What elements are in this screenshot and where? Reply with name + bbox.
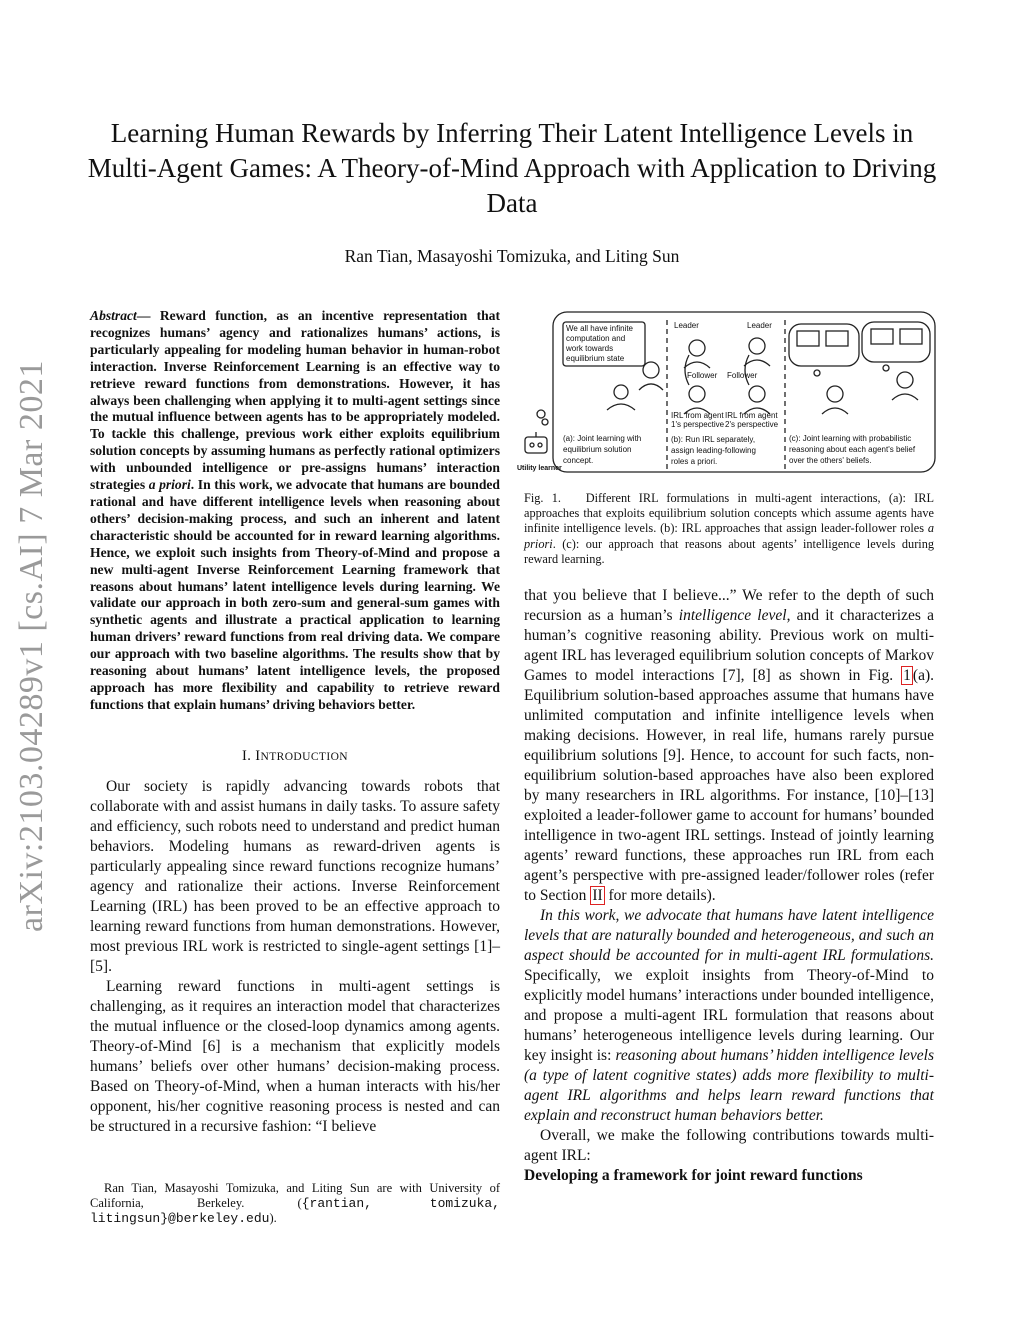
section-initial: I — [255, 748, 261, 764]
panel-a-text-2: computation and — [566, 334, 626, 343]
person-icon — [684, 386, 710, 414]
caption-text-1: Different IRL formulations in multi-agent interactions, (a): IRL approaches that exploits equilibrium solution concepts which assume agents have infinite intelligence levels. (b): IRL approaches that assign leader-follower roles — [524, 491, 934, 536]
footnote-end: ). — [269, 1211, 277, 1225]
section-ref-link[interactable]: II — [592, 887, 603, 904]
arxiv-identifier: arXiv:2103.04289v1 [cs.AI] 7 Mar 2021 — [13, 360, 50, 932]
abstract-text-1: — Reward function, as an incentive representation that recognizes humans’ agency and rationalizes humans’ actions, is particularly appealing for modeling human behavior in human-robot interaction. Inverse Reinforcement Learning is an effective way to retrieve reward functions from demonstrations. However, it has always been challenging when applying it to multi-agent settings since the mutual influence between agents has to be appropriately modeled. To tackle this challenge, previous work either exploits equilibrium solution concepts by assuming humans as perfectly rational optimizers with unbounded intelligence or pre-assigns humans’ interaction strategies — [90, 308, 500, 493]
panel-a-text-3: work towards — [566, 344, 614, 353]
panel-c-caption-1: (c): Joint learning with probabilistic — [789, 434, 912, 443]
rp1-text-3: (a). Equilibrium solution-based approaches assume that humans have unlimited computation and infinite intelligence levels when making decisions. However, in real life, humans rarely pursue equilibrium solutions [9]. Hence, to account for such facts, non-equilibrium solution-based approaches have also been explored by many researchers in IRL algorithms. For instance, [10]–[13] exploited a leader-follower game to account for humans’ bounded intelligence in two-agent IRL settings. Instead of jointly learning agents’ reward functions, these approaches run IRL from each agent’s perspective with pre-assigned leader/follower roles (refer to Section — [524, 667, 934, 904]
figure-1-caption — [524, 491, 934, 567]
arrow-icon — [685, 355, 689, 385]
robot-icon — [525, 410, 548, 453]
irl-agent2-line1: IRL from agent — [725, 411, 778, 420]
rp2-em-2: reasoning about humans’ hidden intelligence levels (a type of latent cognitive states) adds more flexibility to multi-agent IRL algorithms and helps learn reward functions that explain and reconstruct human behaviors better. — [524, 1047, 934, 1124]
section-rest: NTRODUCTION — [260, 751, 348, 763]
right-paragraph-3: Overall, we make the following contributions towards multi-agent IRL: — [524, 1127, 934, 1164]
leader-label-1: Leader — [674, 321, 699, 330]
abstract-italic: a priori — [148, 477, 191, 493]
rp2-em-1: In this work, we advocate that humans have latent intelligence levels that are naturally bounded and heterogeneous, and such an aspect should be accounted for in multi-agent IRL formulations. — [524, 907, 934, 964]
thought-box-1 — [797, 331, 819, 346]
figure-1-illustration — [517, 310, 937, 475]
thought-box-3 — [871, 329, 893, 344]
irl-agent1-line2: 1's perspective — [671, 420, 725, 429]
arrow-icon — [745, 355, 749, 385]
right-paragraph-1 — [524, 586, 934, 906]
affiliation-footnote — [90, 1181, 500, 1226]
panel-a-text-1: We all have infinite — [566, 324, 633, 333]
rp1-text-4: for more details). — [604, 887, 716, 904]
utility-learner-label: Utility learner — [517, 465, 562, 472]
panel-c-caption-2: reasoning about each agent's belief — [789, 445, 916, 454]
panel-b-caption-3: roles a priori. — [671, 457, 718, 466]
leader-label-2: Leader — [747, 321, 772, 330]
panel-a-caption-3: concept. — [563, 456, 594, 465]
person-icon — [892, 372, 918, 400]
caption-text-2: . (c): our approach that reasons about agents’ intelligence levels during reward learning. — [524, 536, 934, 566]
rp1-text-1: that you believe that I believe...” We refer to the depth of such recursion as a human’s — [524, 587, 934, 624]
rp2-text-1: Specifically, we exploit insights from Theory-of-Mind to explicitly model humans’ interactions under bounded intelligence, and propose a multi-agent IRL formulation that reasons about humans’ heterogeneous intelligence levels during learning. Our key insight is: — [524, 967, 934, 1064]
panel-c-caption-3: over the others' beliefs. — [789, 456, 872, 465]
irl-agent1-line1: IRL from agent — [671, 411, 724, 420]
person-icon — [744, 338, 770, 366]
right-body — [524, 586, 934, 1186]
figure-1 — [517, 310, 937, 475]
thought-dot — [883, 365, 889, 371]
contribution-heading: Developing a framework for joint reward functions — [524, 1167, 863, 1184]
person-icon — [822, 386, 848, 414]
intro-paragraph-2: Learning reward functions in multi-agent settings is challenging, as it requires an interaction model that characterizes the mutual influence or the closed-loop dynamics among agents. Theory-of-Mind [6] is a mechanism that explicitly models humans’ beliefs over other humans’ decision-making process. Based on Theory-of-Mind, when a human interacts with his/her opponent, his/her cognitive reasoning process is nested and can be structured in a recursive fashion: “I believe — [90, 978, 500, 1135]
panel-a-text-4: equilibrium state — [566, 354, 625, 363]
panel-a-caption-1: (a): Joint learning with — [563, 434, 642, 443]
paper-title: Learning Human Rewards by Inferring Their Latent Intelligence Levels in Multi-Agent Games: A Theory-of-Mind Approach with Application to Driving Data — [87, 118, 937, 218]
thought-box-4 — [900, 329, 922, 344]
right-paragraph-2 — [524, 906, 934, 1126]
thought-dot — [814, 370, 820, 376]
section-heading-introduction — [90, 748, 500, 765]
caption-italic: a priori — [524, 521, 934, 551]
rp1-text-2: , and it characterizes a human’s cognitive reasoning ability. Previous work on multi-agent IRL has leveraged equilibrium solution concepts of Markov Games to model interactions [7], [8] as shown in Fig. — [524, 607, 934, 684]
person-icon — [684, 340, 710, 368]
irl-agent2-line2: 2's perspective — [725, 420, 779, 429]
panel-b-caption-2: assign leading-following — [671, 446, 756, 455]
person-icon — [744, 386, 770, 414]
person-icon — [607, 385, 635, 410]
follower-label-2: Follower — [727, 371, 758, 380]
intro-body — [90, 777, 500, 1137]
abstract — [90, 308, 500, 714]
panel-b-caption-1: (b): Run IRL separately, — [671, 435, 756, 444]
rp1-em: intelligence level — [678, 607, 787, 624]
follower-label-1: Follower — [687, 371, 718, 380]
section-number: I. — [242, 748, 256, 764]
footnote-text: Ran Tian, Masayoshi Tomizuka, and Liting Sun are with University of California, Berkeley. ( — [90, 1181, 500, 1210]
thought-bubble-2 — [862, 322, 930, 362]
abstract-label: Abstract — [90, 308, 137, 323]
intro-paragraph-1: Our society is rapidly advancing towards robots that collaborate with and assist humans in daily tasks. To assure safety and efficiency, such robots need to understand and predict human behaviors. Modeling humans as reward-driven agents is particularly appealing since reward functions recognize humans’ agency and rationalize their actions. Inverse Reinforcement Learning (IRL) has been proved to be an effective approach to learning reward functions from human demonstrations. However, most previous IRL work is restricted to single-agent settings [1]–[5]. — [90, 778, 500, 975]
figure-ref-link[interactable]: 1 — [903, 667, 911, 684]
panel-a-caption-2: equilibrium solution — [563, 445, 632, 454]
thought-box-2 — [826, 331, 848, 346]
caption-label: Fig. 1. — [524, 491, 561, 505]
author-list: Ran Tian, Masayoshi Tomizuka, and Liting Sun — [344, 246, 680, 266]
abstract-text-2: . In this work, we advocate that humans are bounded rational and have different intelligence levels when reasoning about others’ decision-making process, and such an inherent and latent characteristic should be accounted for in reward learning algorithms. Hence, we exploit such insights from Theory-of-Mind and propose a new multi-agent Inverse Reinforcement Learning framework that reasons about humans’ latent intelligence levels during learning. We validate our approach in both zero-sum and general-sum games with synthetic agents and illustrate a practical application to learning human drivers’ reward functions from real driving data. We compare our approach with two baseline algorithms. The results show that by reasoning about humans’ latent intelligence levels, the proposed approach has more flexibility and capability to retrieve reward functions that explain humans’ driving behaviors better. — [90, 477, 500, 712]
footnote-email[interactable]: {rantian, tomizuka, litingsun}@berkeley.edu — [90, 1196, 500, 1226]
